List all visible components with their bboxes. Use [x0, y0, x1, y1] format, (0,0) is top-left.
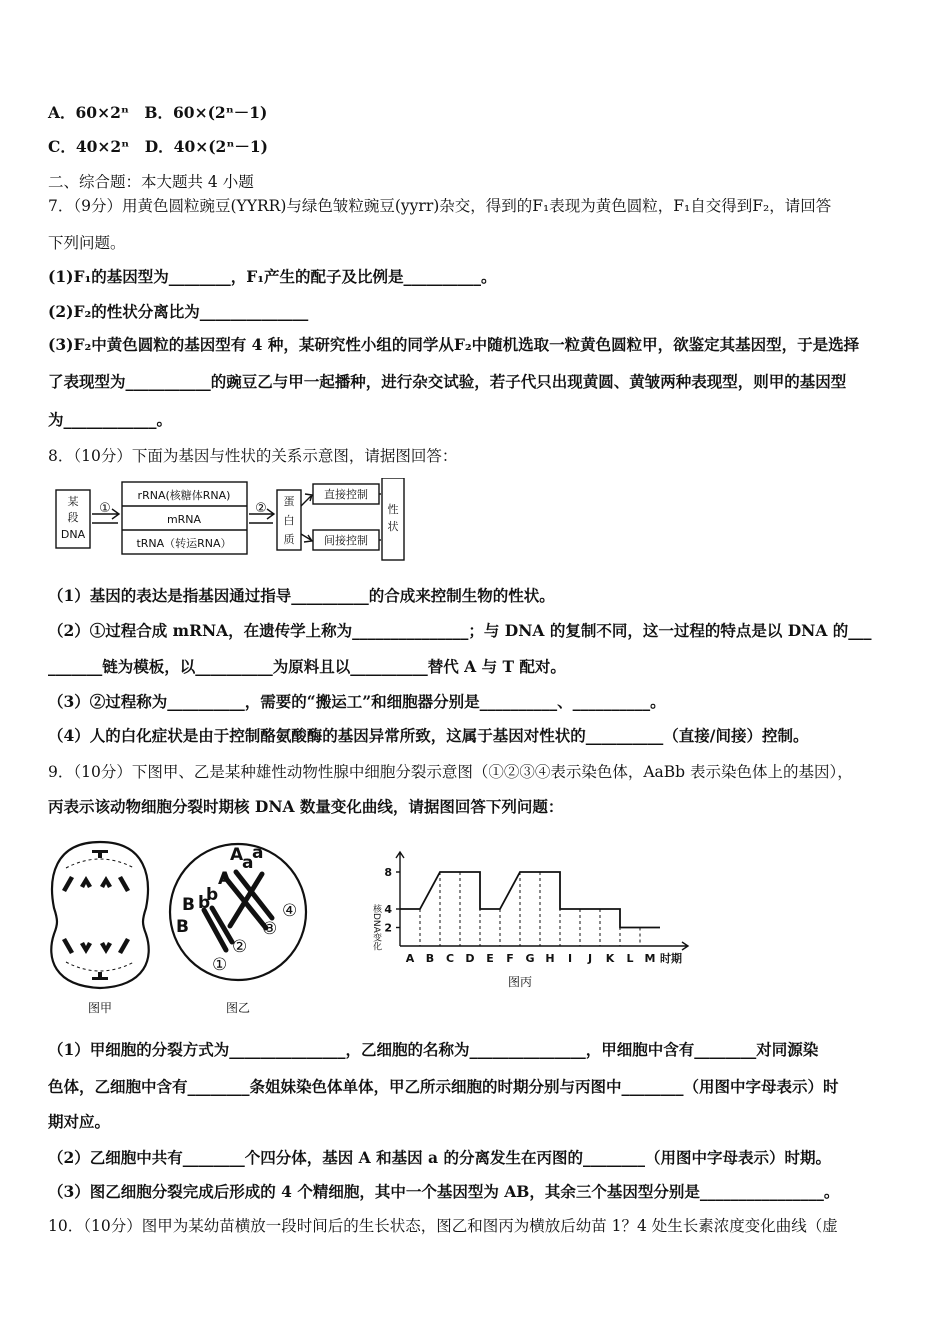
q7-part-3-line-3: 为____________。: [48, 410, 173, 429]
q8-stem: 8．（10分）下面为基因与性状的关系示意图，请据图回答：: [48, 447, 458, 465]
chart-x-tick-label: D: [465, 952, 475, 965]
section-2-header: 二、综合题：本大题共 4 小题: [48, 173, 254, 191]
q9-part-1-line-2: 色体，乙细胞中含有________条姐妹染色体单体，甲乙所示细胞的时期分别与丙图中________（用图中字母表示）时: [48, 1077, 839, 1096]
chart-x-axis: [400, 942, 688, 950]
gene-trait-diagram: [48, 478, 418, 564]
step-2-label: ②: [255, 501, 267, 516]
q6-options-line-1: A．60×2ⁿ B．60×(2ⁿ－1): [48, 103, 268, 122]
q9-part-3: （3）图乙细胞分裂完成后形成的 4 个精细胞，其中一个基因型为 AB，其余三个基因型分别是________________。: [48, 1182, 840, 1201]
trait-char-2: 状: [387, 520, 399, 533]
chart-x-axis-label: 时期: [660, 952, 682, 965]
protein-char-1: 蛋: [283, 495, 295, 508]
chromosome-label-2: ②: [232, 937, 248, 957]
rna-row-trna: tRNA（转运RNA）: [136, 537, 232, 550]
figure-yi-label: 图乙: [225, 1001, 251, 1015]
trait-char-1: 性: [387, 503, 399, 516]
q7-stem-line-2: 下列问题。: [48, 234, 126, 252]
chart-y-axis-label: 核DNA变化: [371, 904, 381, 951]
direct-control-label: 直接控制: [324, 488, 368, 501]
chromosome-label-3: ③: [262, 919, 278, 939]
gene-label-A-2: A: [218, 869, 232, 889]
chart-y-axis: [396, 852, 404, 946]
gene-label-b-2: b: [206, 885, 219, 905]
dna-box-char-2: 段: [67, 511, 79, 524]
gene-label-B-2: B: [176, 917, 189, 937]
chart-x-tick-label: L: [626, 952, 634, 965]
figure-jia-label: 图甲: [87, 1001, 113, 1015]
dna-box-char-3: DNA: [60, 528, 86, 541]
chart-x-tick-label: H: [545, 952, 555, 965]
chart-x-tick-label: J: [587, 952, 593, 965]
figure-bing-dna-chart: [360, 846, 690, 996]
chart-x-tick-label: B: [425, 952, 435, 965]
indirect-control-label: 间接控制: [324, 534, 368, 547]
chart-dna-series-line: [400, 872, 660, 928]
rna-row-mrna: mRNA: [166, 513, 202, 526]
figure-yi-cell-illustration: [166, 838, 314, 1018]
q8-part-2-line-2: _______链为模板，以__________为原料且以__________替代 A 与 T 配对。: [48, 657, 566, 676]
chart-x-tick-label: G: [525, 952, 535, 965]
q9-stem-line-1: 9．（10分）下图甲、乙是某种雄性动物性腺中细胞分裂示意图（①②③④表示染色体，AaBb 表示染色体上的基因），: [48, 763, 853, 781]
chart-x-tick-label: I: [567, 952, 573, 965]
chart-y-tick-label: 2: [384, 921, 392, 935]
q7-stem-line-1: 7．（9分）用黄色圆粒豌豆(YYRR)与绿色皱粒豌豆(yyrr)杂交，得到的F₁表现为黄色圆粒，F₁自交得到F₂，请回答: [48, 197, 832, 215]
q7-part-2: (2)F₂的性状分离比为______________: [48, 302, 309, 321]
gene-label-B-1: B: [182, 895, 195, 915]
q9-part-2: （2）乙细胞中共有________个四分体，基因 A 和基因 a 的分离发生在丙图的________（用图中字母表示）时期。: [48, 1148, 831, 1167]
q8-part-3: （3）②过程称为__________，需要的“搬运工”和细胞器分别是__________、__________。: [48, 692, 666, 711]
chart-x-tick-label: F: [506, 952, 514, 965]
chromosome-label-4: ④: [282, 901, 298, 921]
chart-x-tick-label: K: [605, 952, 615, 965]
q7-part-1: (1)F₁的基因型为________，F₁产生的配子及比例是__________。: [48, 267, 497, 286]
q9-stem-line-2: 丙表示该动物细胞分裂时期核 DNA 数量变化曲线，请据图回答下列问题：: [48, 797, 564, 816]
rna-row-rrna: rRNA(核糖体RNA): [137, 489, 231, 502]
protein-char-2: 白: [283, 514, 295, 527]
chart-y-tick-label: 8: [384, 866, 392, 879]
q8-part-4: （4）人的白化症状是由于控制酪氨酸酶的基因异常所致，这属于基因对性状的__________（直接/间接）控制。: [48, 726, 809, 745]
step-1-label: ①: [99, 501, 111, 516]
q10-stem: 10．（10分）图甲为某幼苗横放一段时间后的生长状态，图乙和图丙为横放后幼苗 1？4 处生长素浓度变化曲线（虚: [48, 1217, 838, 1235]
gene-label-A-1: A: [230, 845, 244, 865]
chart-x-tick-label: C: [445, 952, 455, 965]
protein-char-3: 质: [283, 533, 295, 546]
q8-part-2-line-1: （2）①过程合成 mRNA，在遗传学上称为_______________；与 DNA 的复制不同，这一过程的特点是以 DNA 的___: [48, 621, 872, 640]
figure-bing-label: 图丙: [507, 975, 533, 989]
figure-jia-cell-illustration: [44, 838, 156, 1018]
q8-part-1: （1）基因的表达是指基因通过指导__________的合成来控制生物的性状。: [48, 586, 555, 605]
chart-x-tick-label: E: [486, 952, 494, 965]
gene-label-a-1: a: [252, 843, 264, 863]
dna-box-char-1: 某: [67, 495, 79, 508]
chart-y-tick-label: 4: [384, 903, 392, 916]
chart-x-tick-label: M: [644, 952, 656, 965]
chromosome-label-1: ①: [212, 955, 228, 975]
q7-part-3-line-1: (3)F₂中黄色圆粒的基因型有 4 种，某研究性小组的同学从F₂中随机选取一粒黄色圆粒甲，欲鉴定其基因型，于是选择: [48, 335, 860, 354]
gene-label-a-2: a: [242, 853, 254, 873]
q7-part-3-line-2: 了表现型为___________的豌豆乙与甲一起播种，进行杂交试验，若子代只出现黄圆、黄皱两种表现型，则甲的基因型: [48, 372, 847, 391]
q9-part-1-line-3: 期对应。: [48, 1112, 111, 1131]
q9-part-1-line-1: （1）甲细胞的分裂方式为_______________，乙细胞的名称为_______________，甲细胞中含有________对同源染: [48, 1040, 819, 1059]
chart-x-tick-label: A: [405, 952, 415, 965]
q6-options-line-2: C．40×2ⁿ D．40×(2ⁿ－1): [48, 137, 269, 156]
gene-label-b-1: b: [198, 893, 211, 913]
